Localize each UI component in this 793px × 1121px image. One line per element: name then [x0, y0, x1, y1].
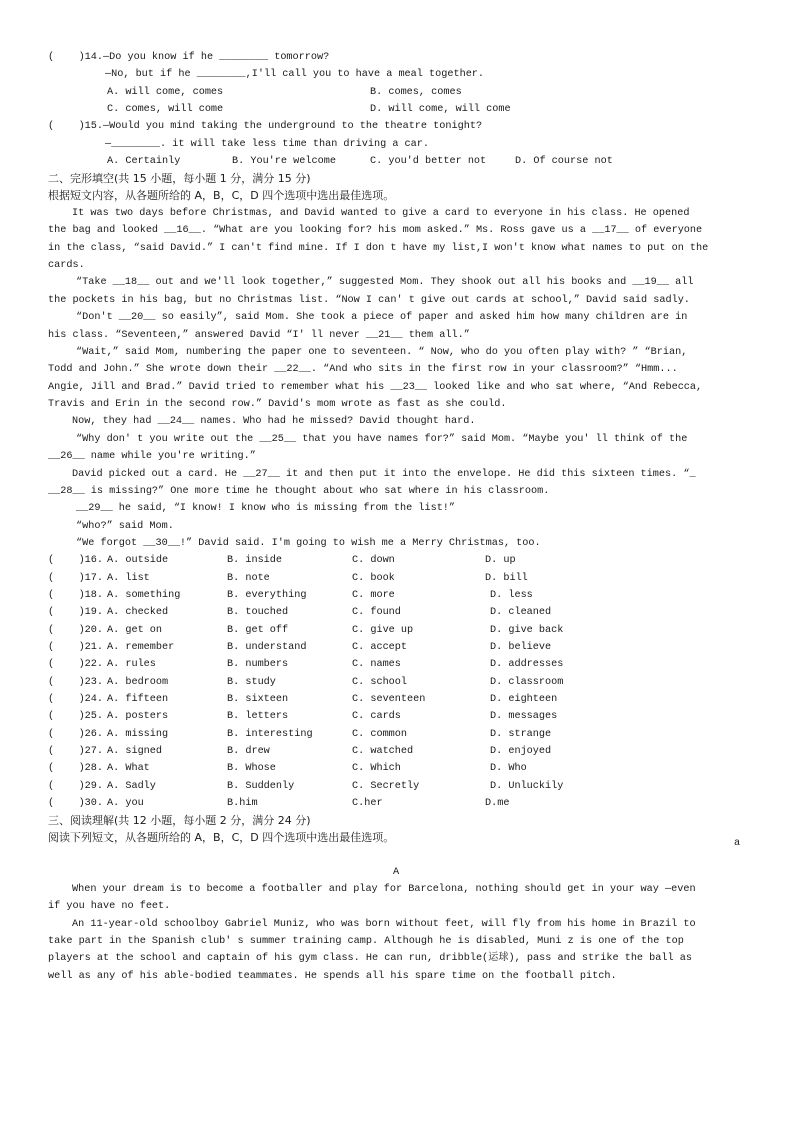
option-d: D. Unluckily: [490, 781, 564, 792]
option-b: B. note: [227, 573, 270, 584]
option-number: ( )20.: [48, 625, 104, 636]
passage-line: __26__ name while you're writing.”: [48, 451, 256, 462]
option-number: ( )16.: [48, 555, 104, 566]
option-c: C. school: [352, 677, 408, 688]
question-15-option-a: A. Certainly: [107, 156, 181, 167]
option-d: D. classroom: [490, 677, 564, 688]
section-2-instruction: 根据短文内容，从各题所给的 A，B，C，D 四个选项中选出最佳选项。: [48, 189, 395, 202]
question-15-option-c: C. you'd better not: [370, 156, 487, 167]
option-c: C. seventeen: [352, 694, 426, 705]
option-b: B. get off: [227, 625, 289, 636]
option-a: A. fifteen: [107, 694, 169, 705]
option-a: A. list: [107, 573, 150, 584]
option-number: ( )26.: [48, 729, 104, 740]
passage-line: players at the school and captain of his gym class. He can run, dribble(运球), pass and strike the ball as: [48, 953, 692, 964]
passage-line: Todd and John.” She wrote down their __22__. “And who sits in the first row in your classroom?” “Hmm...: [48, 364, 678, 375]
passage-line: the pockets in his bag, but no Christmas list. “Now I can' t give out cards at school,” David said sadly.: [48, 295, 690, 306]
question-14-option-c: C. comes, will come: [107, 104, 224, 115]
passage-line: take part in the Spanish club' s summer training camp. Although he is disabled, Muni z is one of the top: [48, 936, 684, 947]
option-b: B.him: [227, 798, 258, 809]
section-3-instruction: 阅读下列短文，从各题所给的 A，B，C，D 四个选项中选出最佳选项。: [48, 831, 395, 844]
option-a: A. posters: [107, 711, 169, 722]
option-d: D. believe: [490, 642, 552, 653]
passage-line: __29__ he said, “I know! I know who is missing from the list!”: [76, 503, 456, 514]
passage-line: It was two days before Christmas, and David wanted to give a card to everyone in his class. He opened: [72, 208, 690, 219]
option-c: C. names: [352, 659, 401, 670]
passage-line: “Why don' t you write out the __25__ that you have names for?” said Mom. “Maybe you' ll think of the: [76, 434, 688, 445]
question-15-line2: —________. it will take less time than driving a car.: [105, 139, 430, 150]
option-a: A. checked: [107, 607, 169, 618]
option-number: ( )19.: [48, 607, 104, 618]
option-number: ( )17.: [48, 573, 104, 584]
option-d: D.me: [485, 798, 510, 809]
option-b: B. numbers: [227, 659, 289, 670]
passage-line: Travis and Erin in the second row.” David's mom wrote as fast as she could.: [48, 399, 507, 410]
option-a: A. missing: [107, 729, 169, 740]
option-a: A. outside: [107, 555, 169, 566]
passage-line: the bag and looked __16__. “What are you looking for? his mom asked.” Ms. Ross gave us a __17__ of everyone: [48, 225, 703, 236]
option-c: C. accept: [352, 642, 408, 653]
question-14-option-a: A. will come, comes: [107, 87, 224, 98]
option-a: A. remember: [107, 642, 175, 653]
section-3-title: 三、阅读理解(共 12 小题，每小题 2 分，满分 24 分): [48, 814, 311, 827]
question-14-option-b: B. comes, comes: [370, 87, 462, 98]
option-c: C. down: [352, 555, 395, 566]
option-d: D. eighteen: [490, 694, 558, 705]
option-number: ( )27.: [48, 746, 104, 757]
option-b: B. Whose: [227, 763, 276, 774]
passage-line: cards.: [48, 260, 85, 271]
option-a: A. signed: [107, 746, 163, 757]
passage-line: well as any of his able-bodied teammates. He spends all his spare time on the football pitch.: [48, 971, 617, 982]
option-d: D. up: [485, 555, 516, 566]
option-a: A. Sadly: [107, 781, 156, 792]
passage-line: An 11-year-old schoolboy Gabriel Muniz, who was born without feet, will fly from his home in Brazil to: [72, 919, 696, 930]
option-number: ( )21.: [48, 642, 104, 653]
passage-line: __28__ is missing?” One more time he thought about who sat where in his classroom.: [48, 486, 550, 497]
option-d: D. addresses: [490, 659, 564, 670]
option-b: B. Suddenly: [227, 781, 295, 792]
option-d: D. cleaned: [490, 607, 552, 618]
option-c: C. book: [352, 573, 395, 584]
passage-heading: A: [393, 867, 400, 878]
passage-line: his class. “Seventeen,” answered David “I' ll never __21__ them all.”: [48, 330, 470, 341]
question-14-option-d: D. will come, will come: [370, 104, 511, 115]
section-2-title: 二、完形填空(共 15 小题，每小题 1 分，满分 15 分): [48, 172, 311, 185]
passage-line: David picked out a card. He __27__ it and then put it into the envelope. He did this sixteen times. “_: [72, 469, 696, 480]
option-b: B. drew: [227, 746, 270, 757]
option-c: C. Which: [352, 763, 401, 774]
option-c: C. give up: [352, 625, 414, 636]
question-15-stem: ( )15.—Would you mind taking the underground to the theatre tonight?: [48, 121, 483, 132]
option-c: C. found: [352, 607, 401, 618]
passage-line: “Take __18__ out and we'll look together,” suggested Mom. They shook out all his books and __19__ all: [76, 277, 694, 288]
option-d: D. bill: [485, 573, 528, 584]
option-b: B. touched: [227, 607, 289, 618]
passage-line: if you have no feet.: [48, 901, 171, 912]
passage-line: Now, they had __24__ names. Who had he missed? David thought hard.: [72, 416, 476, 427]
option-number: ( )29.: [48, 781, 104, 792]
option-a: A. something: [107, 590, 181, 601]
option-number: ( )28.: [48, 763, 104, 774]
option-d: D. Who: [490, 763, 527, 774]
option-c: C. common: [352, 729, 408, 740]
passage-line: “Don't __20__ so easily”, said Mom. She took a piece of paper and asked him how many children are in: [76, 312, 688, 323]
option-d: D. less: [490, 590, 533, 601]
option-a: A. bedroom: [107, 677, 169, 688]
option-a: A. get on: [107, 625, 163, 636]
option-c: C. watched: [352, 746, 414, 757]
passage-line: Angie, Jill and Brad.” David tried to remember what his __23__ looked like and who sat where, “And Rebecca,: [48, 382, 703, 393]
option-c: C. more: [352, 590, 395, 601]
question-14-line2: —No, but if he ________,I'll call you to have a meal together.: [105, 69, 485, 80]
question-15-option-d: D. Of course not: [515, 156, 613, 167]
passage-line: “Wait,” said Mom, numbering the paper one to seventeen. “ Now, who do you often play with? ” “Brian,: [76, 347, 688, 358]
option-d: D. give back: [490, 625, 564, 636]
option-b: B. sixteen: [227, 694, 289, 705]
option-number: ( )23.: [48, 677, 104, 688]
passage-line: “We forgot __30__!” David said. I'm going to wish me a Merry Christmas, too.: [76, 538, 541, 549]
question-14-stem: ( )14.—Do you know if he ________ tomorrow?: [48, 52, 330, 63]
passage-line: in the class, “said David.” I can't find mine. If I don t have my list,I won't know what names to put on the: [48, 243, 709, 254]
option-c: C. cards: [352, 711, 401, 722]
option-number: ( )22.: [48, 659, 104, 670]
option-b: B. understand: [227, 642, 307, 653]
option-number: ( )30.: [48, 798, 104, 809]
option-a: A. you: [107, 798, 144, 809]
option-a: A. What: [107, 763, 150, 774]
option-a: A. rules: [107, 659, 156, 670]
option-c: C. Secretly: [352, 781, 420, 792]
option-b: B. everything: [227, 590, 307, 601]
option-b: B. study: [227, 677, 276, 688]
passage-line: “who?” said Mom.: [76, 521, 174, 532]
option-b: B. letters: [227, 711, 289, 722]
option-d: D. enjoyed: [490, 746, 552, 757]
option-d: D. strange: [490, 729, 552, 740]
option-number: ( )24.: [48, 694, 104, 705]
margin-mark: a: [734, 838, 741, 849]
option-number: ( )25.: [48, 711, 104, 722]
option-b: B. inside: [227, 555, 283, 566]
question-15-option-b: B. You're welcome: [232, 156, 336, 167]
option-number: ( )18.: [48, 590, 104, 601]
option-b: B. interesting: [227, 729, 313, 740]
passage-line: When your dream is to become a footballer and play for Barcelona, nothing should get in your way —even: [72, 884, 696, 895]
option-c: C.her: [352, 798, 383, 809]
option-d: D. messages: [490, 711, 558, 722]
